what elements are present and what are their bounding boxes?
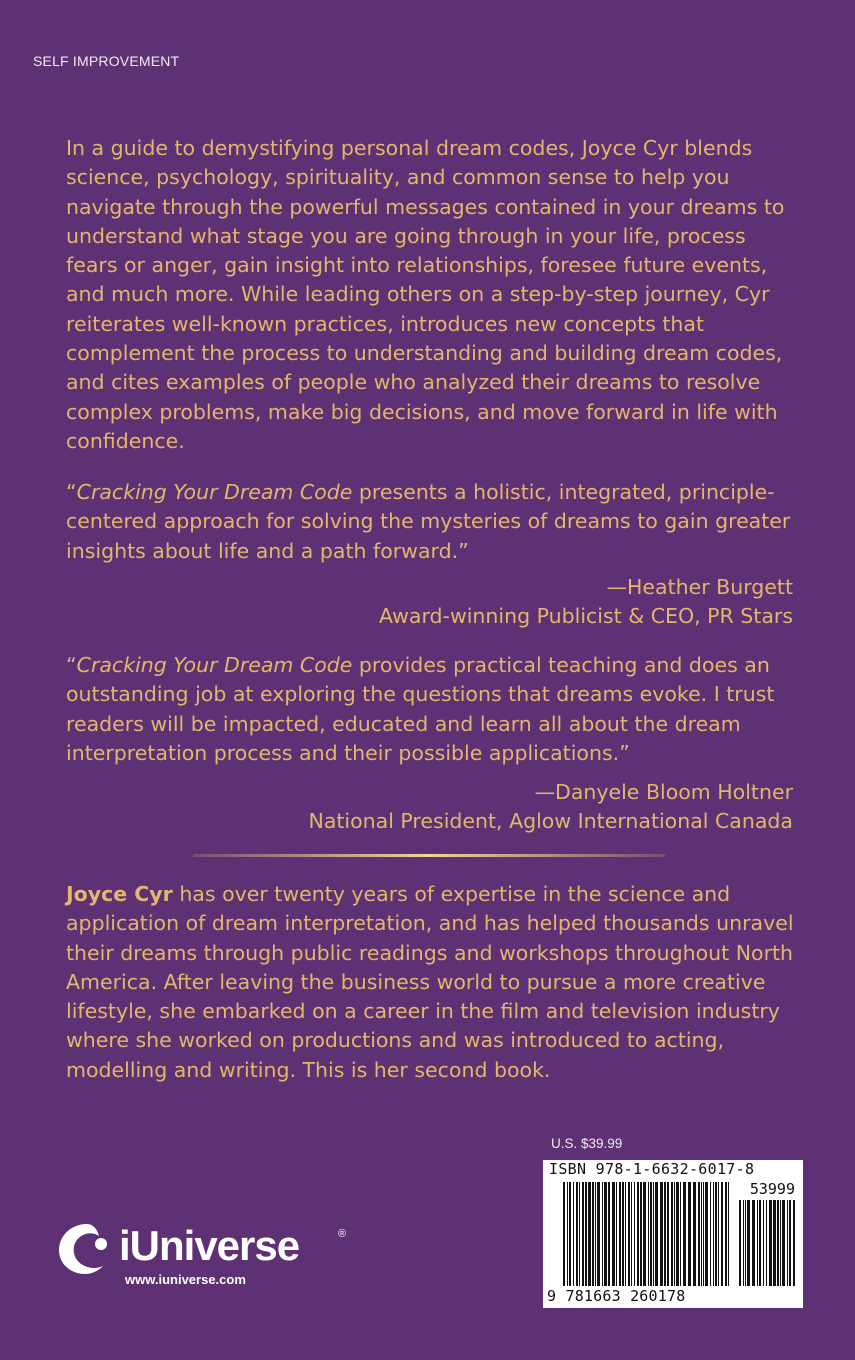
author-name: Joyce Cyr	[66, 882, 173, 906]
barcode-bar	[766, 1200, 767, 1286]
barcode-bar	[634, 1182, 635, 1286]
barcode-bar	[563, 1182, 565, 1286]
barcode-bar	[793, 1200, 795, 1286]
barcode-bar	[640, 1182, 642, 1286]
quote-open: “	[66, 653, 77, 677]
barcode-bar	[622, 1182, 624, 1286]
price-label: U.S. $39.99	[551, 1136, 623, 1151]
quote-book-title: Cracking Your Dream Code	[76, 480, 353, 504]
barcode-bar	[789, 1200, 791, 1286]
barcode-bar	[612, 1182, 615, 1286]
barcode-bar	[588, 1182, 591, 1286]
barcode-bar	[705, 1182, 708, 1286]
barcode-bar	[569, 1182, 571, 1286]
barcode-bar	[573, 1182, 574, 1286]
barcode-bar	[683, 1182, 686, 1286]
barcode-bar	[616, 1182, 617, 1286]
barcode-bar	[710, 1182, 711, 1286]
endorser-name: —Danyele Bloom Holtner	[534, 780, 793, 804]
barcode-bar	[782, 1200, 785, 1286]
barcode-bar	[664, 1182, 666, 1286]
barcode-bar	[592, 1182, 594, 1286]
barcode-bar	[721, 1182, 723, 1286]
barcode-bar	[595, 1182, 596, 1286]
quote-text: presents a holistic, integrated, principle-centered approach for solving the mysteries of dreams to gain greater insights about life and a path forward.”	[66, 480, 791, 563]
registered-mark: ®	[338, 1228, 347, 1240]
endorser-role: National President, Aglow International Canada	[308, 809, 793, 834]
publisher-logo	[55, 1218, 355, 1293]
barcode-bar	[739, 1200, 741, 1286]
barcode-bar	[680, 1182, 681, 1286]
barcode-bar	[745, 1200, 746, 1286]
barcode-bar	[628, 1182, 630, 1286]
endorser-name: —Heather Burgett	[606, 575, 793, 599]
barcode-bar	[582, 1182, 584, 1286]
barcode-bar	[667, 1182, 669, 1286]
ean-digits: 9 781663 260178	[547, 1287, 686, 1305]
barcode-bar	[718, 1182, 719, 1286]
barcode-bar	[743, 1200, 744, 1286]
price-barcode-bars	[739, 1200, 797, 1288]
endorsement-attribution-2	[308, 778, 793, 837]
barcode-bar	[597, 1182, 600, 1286]
barcode-bar	[608, 1182, 610, 1286]
book-description: In a guide to demystifying personal dream codes, Joyce Cyr blends science, psychology, spirituality, and common sense to help you navigate through the powerful messages contained in your dreams to understand what stage you are going through in your life, process fears or anger, gain insight into relationships, foresee future events, and much more. While leading others on a step-by-step journey, Cyr reiterates well-known practices, introduces new concepts that complement the process to understanding and building dream codes, and cites examples of people who analyzed their dreams to resolve complex problems, make big decisions, and move forward in life with confidence.	[66, 136, 785, 453]
barcode-bar	[625, 1182, 626, 1286]
barcode-bar	[725, 1182, 727, 1286]
barcode-bar	[693, 1182, 696, 1286]
barcode-bar	[671, 1182, 673, 1286]
publisher-url: www.iuniverse.com	[125, 1272, 246, 1287]
barcode-bar	[576, 1182, 578, 1286]
category-label: SELF IMPROVEMENT	[33, 53, 180, 69]
barcode-bar	[637, 1182, 639, 1286]
barcode-bar	[752, 1200, 755, 1286]
quote-book-title: Cracking Your Dream Code	[76, 653, 353, 677]
barcode-bar	[674, 1182, 675, 1286]
endorsement-quote-1	[66, 478, 796, 566]
barcode-bar	[777, 1200, 779, 1286]
barcode-bar	[698, 1182, 700, 1286]
barcode-bar	[653, 1182, 654, 1286]
barcode-bar	[747, 1200, 750, 1286]
quote-open: “	[66, 480, 77, 504]
isbn-number: ISBN 978-1-6632-6017-8	[549, 1160, 755, 1178]
barcode-bar	[757, 1200, 758, 1286]
barcode-bar	[579, 1182, 580, 1286]
barcode-bar	[643, 1182, 646, 1286]
barcode-bar	[648, 1182, 649, 1286]
barcode-bar	[701, 1182, 702, 1286]
barcode-bar	[676, 1182, 679, 1286]
barcode-bar	[773, 1200, 776, 1286]
barcode-bar	[660, 1182, 663, 1286]
gold-divider	[193, 854, 665, 857]
barcode-bar	[769, 1200, 772, 1286]
author-bio	[66, 880, 796, 1085]
quote-text: provides practical teaching and does an outstanding job at exploring the questions that dreams evoke. I trust readers will be impacted, educated and learn all about the dream interpretation process and their possible applications.”	[66, 653, 775, 765]
barcode-bar	[759, 1200, 761, 1286]
endorsement-attribution-1	[379, 573, 793, 632]
barcode-bar	[787, 1200, 788, 1286]
barcode-bar	[655, 1182, 658, 1286]
iuniverse-swirl-icon	[55, 1218, 119, 1278]
endorser-role: Award-winning Publicist & CEO, PR Stars	[378, 604, 793, 629]
price-code: 53999	[749, 1180, 795, 1198]
ean-barcode-bars	[563, 1182, 731, 1288]
barcode-bar	[703, 1182, 704, 1286]
barcode-bar	[631, 1182, 632, 1286]
barcode-bar	[585, 1182, 587, 1286]
barcode-bar	[728, 1182, 729, 1286]
barcode-bar	[567, 1182, 568, 1286]
barcode-bar	[604, 1182, 607, 1286]
author-bio-text: has over twenty years of expertise in the science and application of dream interpretation, and has helped thousands unravel their dreams through public readings and workshops throughout North America. After leaving the business world to pursue a more creative lifestyle, she embarked on a career in the film and television industry where she worked on productions and was introduced to acting, modelling and writing. This is her second book.	[66, 882, 794, 1082]
barcode-bar	[619, 1182, 621, 1286]
endorsement-quote-2	[66, 651, 796, 768]
barcode-bar	[650, 1182, 652, 1286]
barcode-bar	[715, 1182, 717, 1286]
barcode-bar	[688, 1182, 691, 1286]
barcode-bar	[602, 1182, 603, 1286]
barcode-bar	[713, 1182, 714, 1286]
barcode-bar	[763, 1200, 764, 1286]
publisher-name: iUniverse	[119, 1222, 300, 1269]
isbn-barcode	[543, 1160, 803, 1308]
barcode-bar	[780, 1200, 781, 1286]
